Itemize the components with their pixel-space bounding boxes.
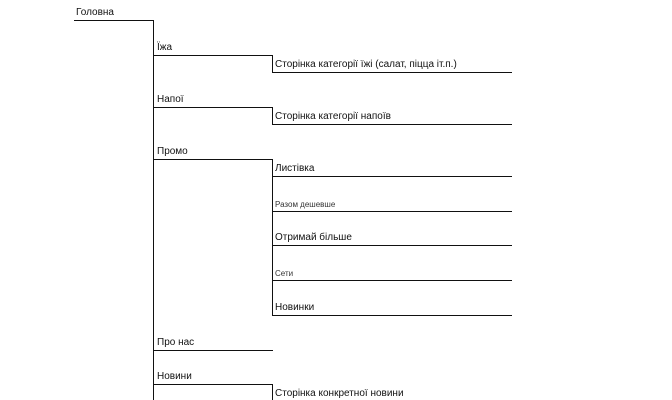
root-branch-line	[153, 20, 154, 400]
section-news-underline	[153, 384, 273, 385]
child-promo-new-items: Новинки	[275, 302, 315, 313]
child-promo-together-cheaper: Разом дешевше	[275, 200, 336, 209]
root-node: Головна	[76, 7, 114, 18]
child-food-category: Сторінка категорії їжі (салат, піцца іт.п.)	[275, 59, 457, 70]
child-news-article: Сторінка конкретної новини	[275, 388, 404, 399]
section-promo: Промо	[157, 146, 188, 157]
section-drinks-underline	[153, 107, 273, 108]
child-drinks-category-underline	[272, 124, 512, 125]
child-promo-together-cheaper-underline	[272, 211, 512, 212]
section-food: Їжа	[157, 42, 173, 53]
child-promo-leaflet: Листівка	[275, 163, 315, 174]
child-promo-sets-underline	[272, 280, 512, 281]
section-about-underline	[153, 350, 273, 351]
child-promo-sets: Сети	[275, 269, 294, 278]
child-promo-get-more: Отримай більше	[275, 232, 352, 243]
child-promo-get-more-underline	[272, 245, 512, 246]
child-promo-new-items-underline	[272, 315, 512, 316]
section-food-branch	[272, 55, 273, 72]
section-news: Новини	[157, 371, 192, 382]
root-underline	[74, 20, 154, 21]
section-news-branch	[272, 384, 273, 400]
child-drinks-category: Сторінка категорії напоїв	[275, 111, 391, 122]
section-drinks: Напої	[157, 94, 184, 105]
section-promo-branch	[272, 159, 273, 315]
section-food-underline	[153, 55, 273, 56]
section-promo-underline	[153, 159, 273, 160]
section-drinks-branch	[272, 107, 273, 124]
child-food-category-underline	[272, 72, 512, 73]
section-about: Про нас	[157, 337, 195, 348]
child-promo-leaflet-underline	[272, 176, 512, 177]
